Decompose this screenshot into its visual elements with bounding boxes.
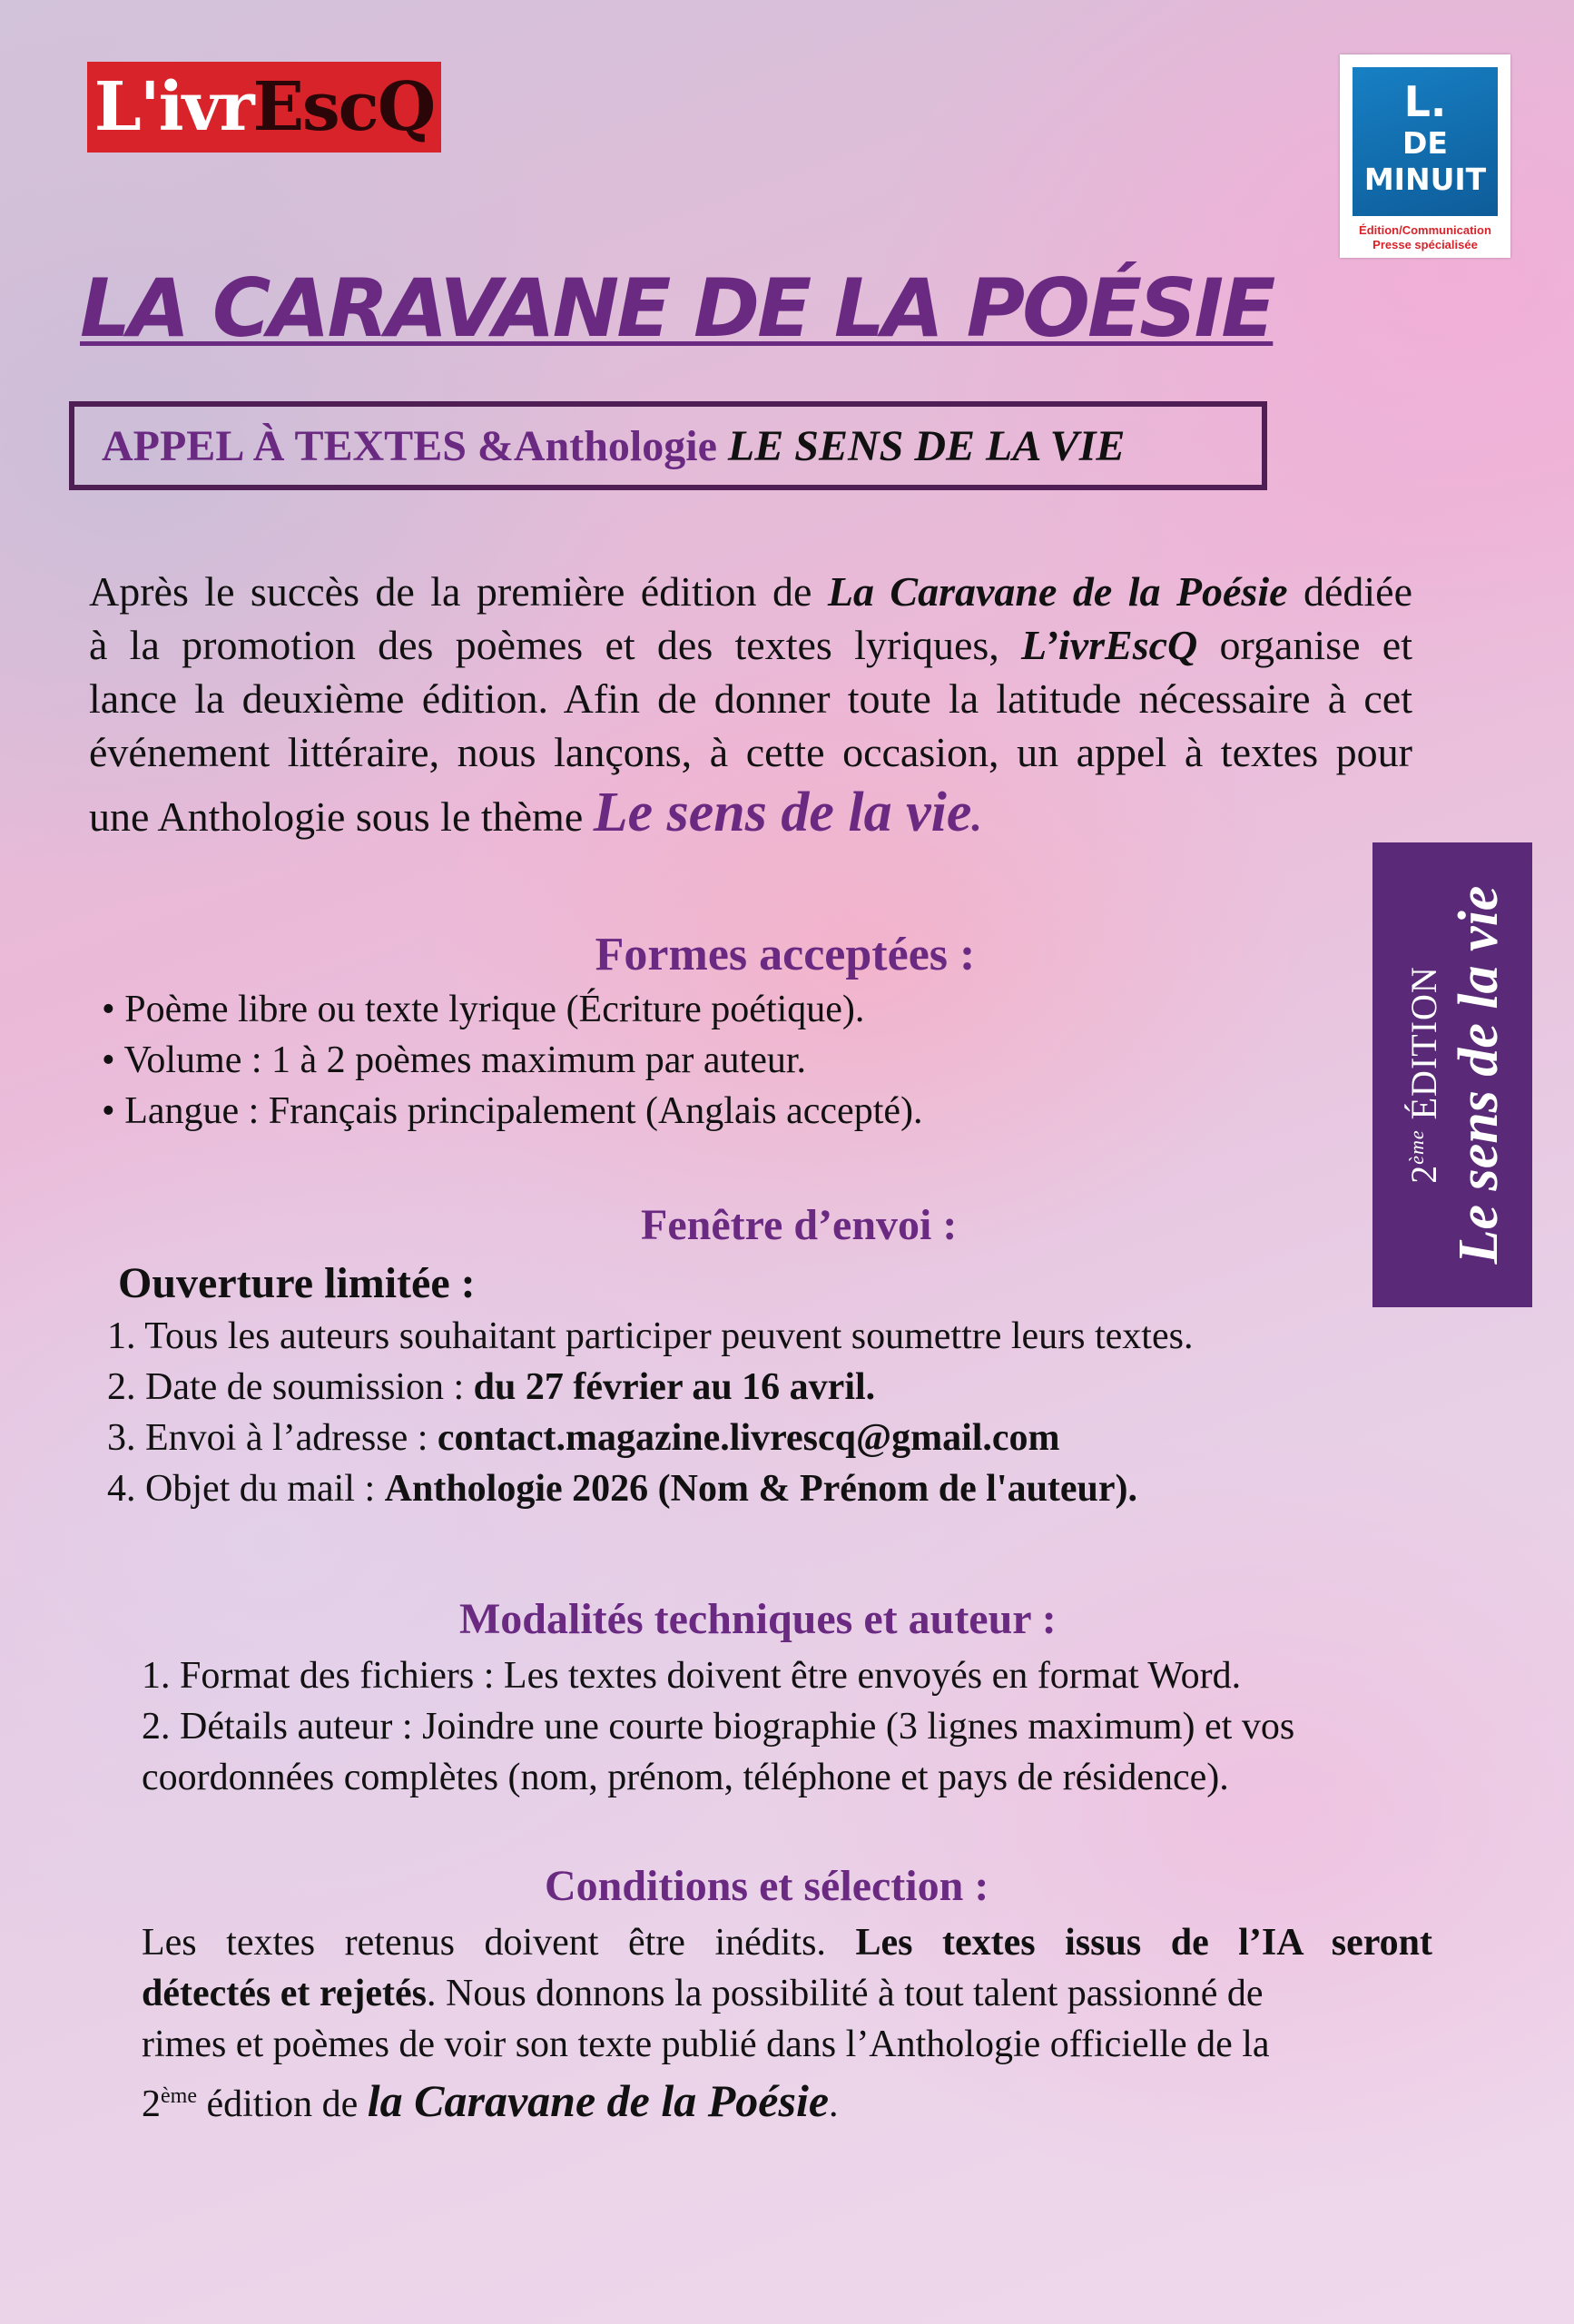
conditions-heading: Conditions et sélection :: [545, 1862, 989, 1910]
conditions-line: 2ème édition de la Caravane de la Poésie.: [142, 2075, 839, 2126]
edition-banner-text: [1394, 848, 1510, 1302]
badge-line-1: L.: [1403, 77, 1447, 126]
l-de-minuit-badge: [1340, 54, 1510, 258]
logo-text-dark: EscQ: [252, 68, 435, 146]
list-item: coordonnées complètes (nom, prénom, téléphone et pays de résidence).: [142, 1757, 1229, 1798]
appel-text: APPEL À TEXTES &Anthologie: [102, 421, 717, 470]
list-item: • Volume : 1 à 2 poèmes maximum par auteur.: [102, 1039, 807, 1081]
badge-caption-2: Presse spécialisée: [1372, 238, 1478, 251]
contact-email[interactable]: contact.magazine.livrescq@gmail.com: [437, 1417, 1060, 1459]
conditions-line: détectés et rejetés. Nous donnons la possibilité à tout talent passionné de: [142, 1973, 1264, 2014]
appel-box: [69, 401, 1267, 490]
list-item: 2. Détails auteur : Joindre une courte biographie (3 lignes maximum) et vos: [142, 1706, 1295, 1748]
badge-line-2: DE: [1402, 125, 1448, 161]
modalites-list: [142, 1650, 1294, 1803]
conditions-paragraph: [142, 1917, 1432, 2130]
intro-line: Après le succès de la première édition de La Caravane de la Poésie dédiée: [89, 568, 1412, 615]
appel-theme: LE SENS DE LA VIE: [727, 421, 1126, 470]
badge-caption-1: Édition/Communication: [1359, 223, 1491, 237]
formes-heading: Formes acceptées :: [595, 929, 976, 980]
list-item: 2. Date de soumission : du 27 février au 16 avril.: [107, 1366, 876, 1408]
conditions-line: rimes et poèmes de voir son texte publié dans l’Anthologie officielle de la: [142, 2024, 1270, 2065]
list-item: 3. Envoi à l’adresse : contact.magazine.livrescq@gmail.com: [107, 1417, 1060, 1459]
edition-banner: [1372, 842, 1532, 1307]
badge-blue-square: [1353, 67, 1498, 216]
fenetre-heading: Fenêtre d’envoi :: [641, 1201, 958, 1249]
intro-theme: Le sens de la vie: [593, 782, 972, 843]
intro-paragraph: [89, 565, 1412, 843]
intro-line: événement littéraire, nous lançons, à cette occasion, un appel à textes pour: [89, 729, 1412, 775]
badge-line-3: MINUIT: [1363, 162, 1487, 197]
logo-text-light: L'ivr: [93, 68, 253, 146]
edition-theme: Le sens de la vie: [1448, 885, 1510, 1265]
intro-line: à la promotion des poèmes et des textes lyriques, L’ivrEscQ organise et: [89, 622, 1412, 668]
intro-line: lance la deuxième édition. Afin de donner toute la latitude nécessaire à cet: [89, 675, 1412, 722]
intro-line: une Anthologie sous le thème Le sens de la vie.: [89, 782, 982, 843]
modalites-heading: Modalités techniques et auteur :: [459, 1595, 1057, 1643]
list-item: • Poème libre ou texte lyrique (Écriture poétique).: [102, 989, 865, 1030]
conditions-line: Les textes retenus doivent être inédits. Les textes issus de l’IA seront: [142, 1922, 1432, 1964]
list-item: • Langue : Français principalement (Anglais accepté).: [102, 1090, 923, 1132]
livrescq-logo: [87, 62, 441, 153]
list-item: 1. Tous les auteurs souhaitant participer peuvent soumettre leurs textes.: [107, 1315, 1194, 1357]
list-item: 1. Format des fichiers : Les textes doivent être envoyés en format Word.: [142, 1655, 1242, 1697]
edition-label: 2ème ÉDITION: [1403, 966, 1445, 1184]
list-item: 4. Objet du mail : Anthologie 2026 (Nom & Prénom de l'auteur).: [107, 1468, 1138, 1510]
formes-list: [102, 984, 923, 1137]
fenetre-list: [107, 1311, 1193, 1514]
page-title: LA CARAVANE DE LA POÉSIE: [80, 261, 1274, 355]
fenetre-subheading: Ouverture limitée :: [118, 1259, 476, 1307]
